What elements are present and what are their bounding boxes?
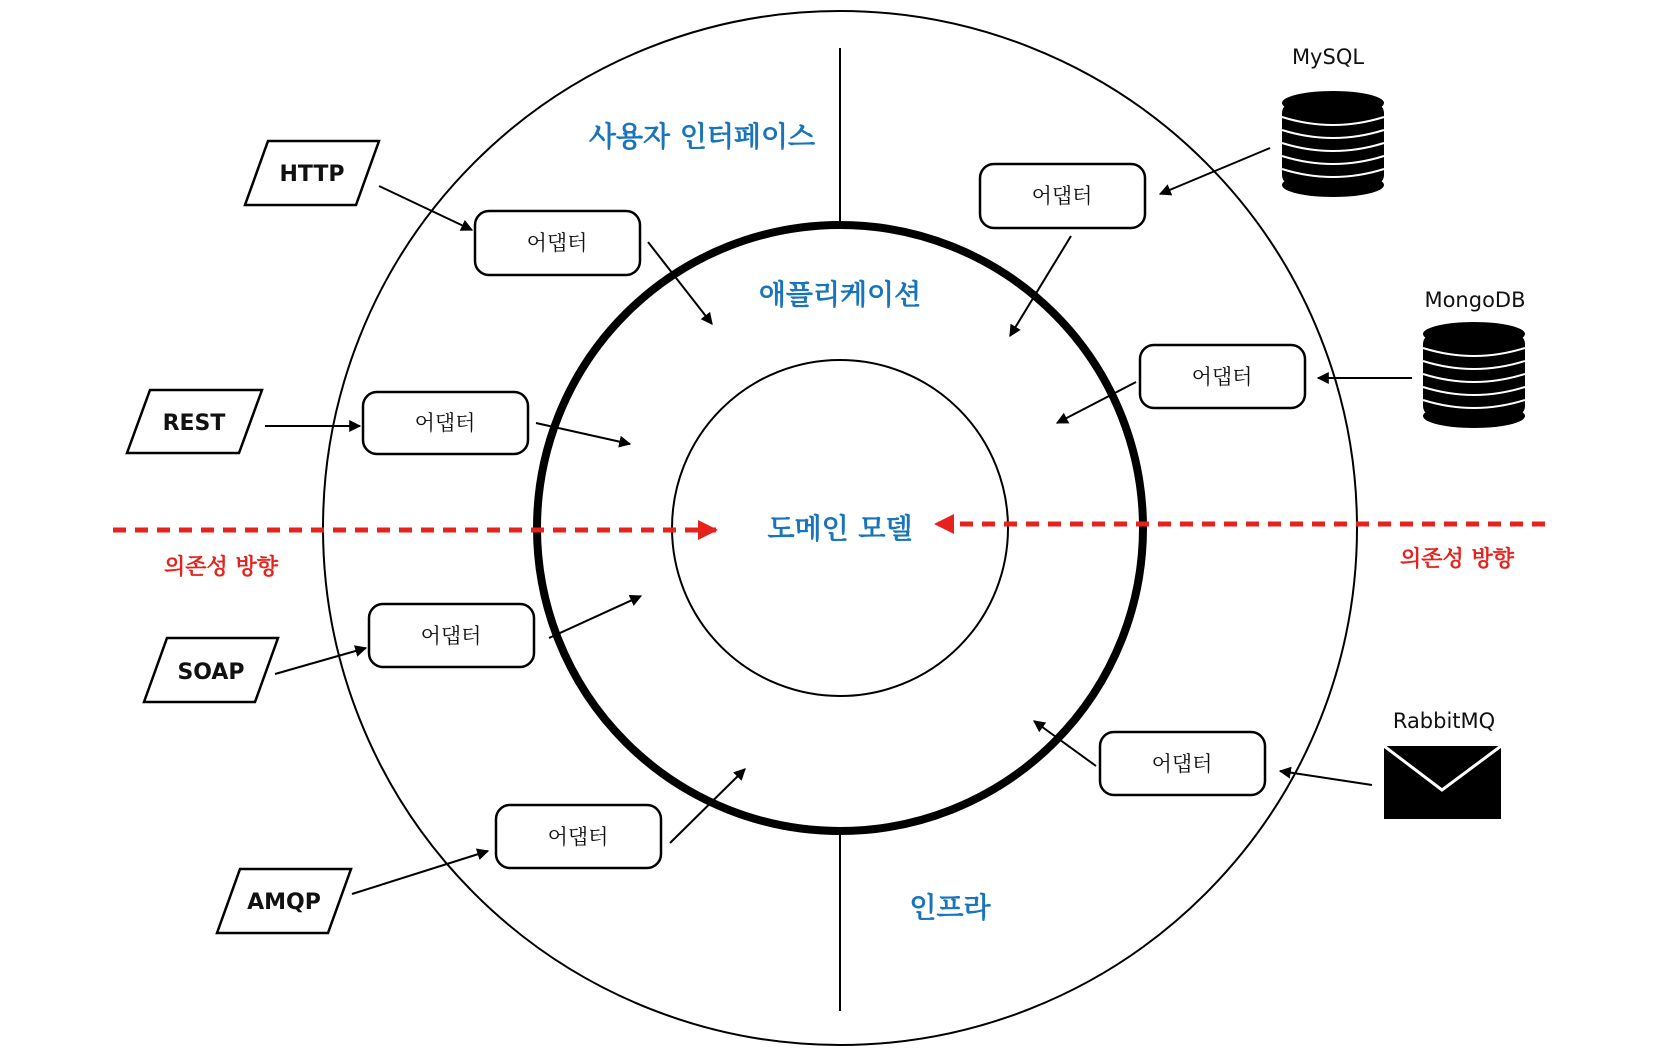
dependency-label-right: 의존성 방향 — [1400, 547, 1514, 572]
adapter-mongodb — [1140, 345, 1305, 408]
dependency-label-left: 의존성 방향 — [164, 555, 278, 580]
envelope-icon — [1384, 746, 1501, 819]
arrow-http-to-adapter — [379, 186, 472, 230]
zone-label-infrastructure: 인프라 — [909, 891, 991, 924]
zone-label-user-interface: 사용자 인터페이스 — [588, 120, 816, 153]
svg-text:어댑터: 어댑터 — [547, 825, 609, 849]
arrow-mysql-to-adapter — [1160, 148, 1270, 194]
svg-text:HTTP: HTTP — [279, 162, 345, 187]
adapter-http — [475, 211, 640, 275]
database-icon — [1282, 91, 1384, 197]
svg-text:REST: REST — [162, 411, 226, 436]
database-icon — [1423, 322, 1525, 428]
zone-label-application: 애플리케이션 — [758, 278, 922, 311]
svg-text:어댑터: 어댑터 — [1191, 365, 1253, 389]
label-mysql: MySQL — [1291, 45, 1365, 69]
svg-text:AMQP: AMQP — [247, 890, 321, 915]
adapter-amqp — [496, 805, 661, 868]
adapter-mysql — [980, 164, 1145, 228]
adapter-rabbitmq — [1100, 732, 1265, 795]
svg-text:어댑터: 어댑터 — [1031, 184, 1093, 208]
svg-text:어댑터: 어댑터 — [414, 411, 476, 435]
arrow-adapter-soap-to-app — [549, 596, 641, 638]
zone-label-domain-model: 도메인 모델 — [767, 512, 913, 545]
svg-text:어댑터: 어댑터 — [1151, 752, 1213, 776]
arrow-soap-to-adapter — [275, 648, 366, 674]
svg-text:SOAP: SOAP — [177, 660, 245, 685]
label-mongodb: MongoDB — [1424, 288, 1526, 312]
protocol-soap — [144, 638, 278, 702]
protocol-rest — [127, 390, 262, 453]
svg-text:어댑터: 어댑터 — [420, 624, 482, 648]
arrow-adapter-amqp-to-app — [670, 769, 745, 843]
protocol-amqp — [217, 869, 351, 933]
protocol-http — [245, 141, 379, 205]
adapter-soap — [369, 604, 534, 667]
label-rabbitmq: RabbitMQ — [1392, 709, 1496, 733]
svg-text:어댑터: 어댑터 — [526, 231, 588, 255]
adapter-rest — [363, 392, 528, 454]
arrow-rabbitmq-to-adapter — [1280, 771, 1372, 785]
